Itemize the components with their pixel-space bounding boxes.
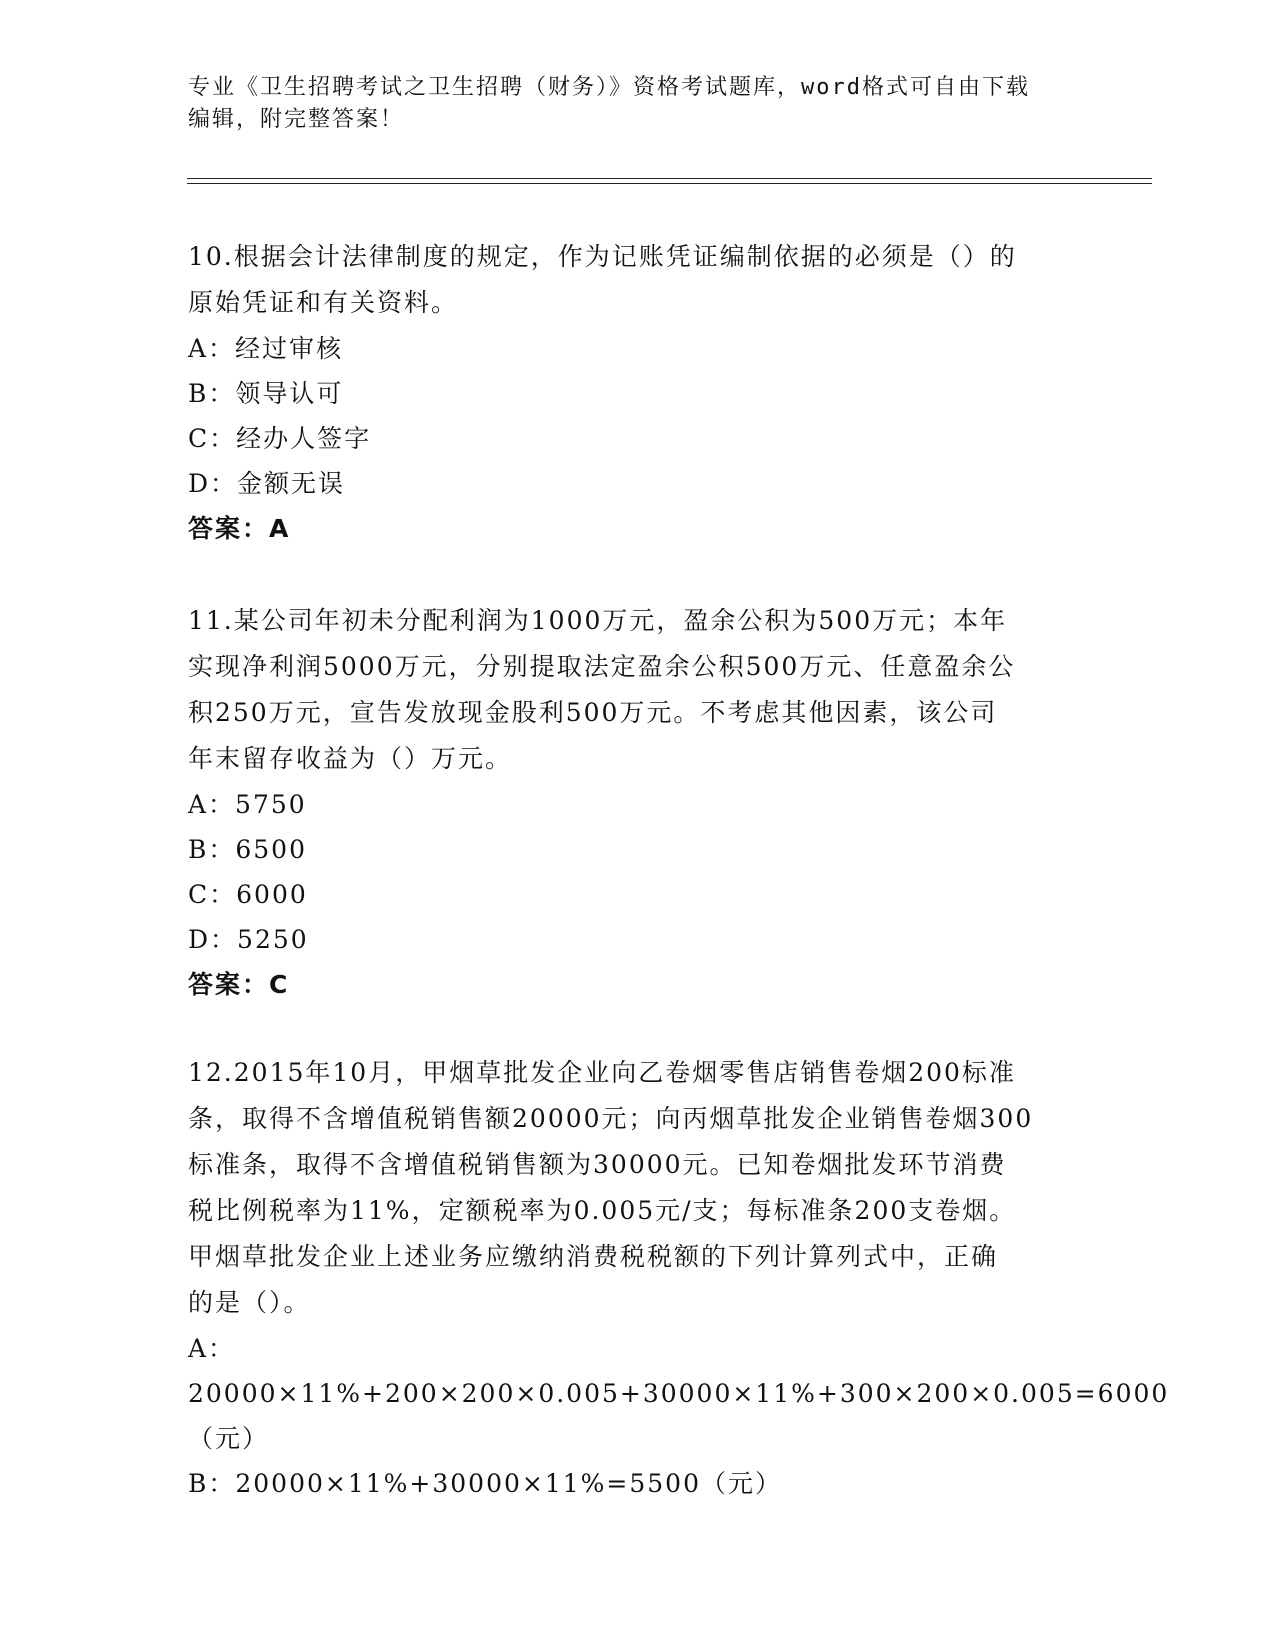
answer: 答案：A	[188, 514, 291, 543]
option-c: C：经办人签字	[188, 424, 372, 453]
question-11	[188, 598, 1078, 1008]
answer: 答案：C	[188, 970, 290, 999]
option-a: A：20000×11%+200×200×0.005+30000×11%+300×200×0.005=6000 （元）	[188, 1334, 1170, 1453]
question-text: 10.根据会计法律制度的规定，作为记账凭证编制依据的必须是（）的 原始凭证和有关资料。	[188, 242, 1017, 317]
document-header: 专业《卫生招聘考试之卫生招聘（财务）》资格考试题库，word格式可自由下载 编辑，附完整答案！	[188, 75, 1030, 132]
option-d: D：金额无误	[188, 469, 346, 498]
option-a: A：5750	[188, 790, 307, 819]
question-text: 12.2015年10月，甲烟草批发企业向乙卷烟零售店销售卷烟200标准 条，取得不含增值税销售额20000元；向丙烟草批发企业销售卷烟300 标准条，取得不含增值税销售额为30000元。已知卷烟批发环节消费 税比例税率为11%，定额税率为0.005元/支；每标准条200支卷烟。 甲烟草批发企业上述业务应缴纳消费税税额的下列计算列式中，正确 的是（）。	[188, 1058, 1034, 1317]
option-b: B：20000×11%+30000×11%=5500（元）	[188, 1469, 782, 1498]
option-b: B：领导认可	[188, 379, 344, 408]
question-text: 11.某公司年初未分配利润为1000万元，盈余公积为500万元；本年 实现净利润5000万元，分别提取法定盈余公积500万元、任意盈余公 积250万元，宣告发放现金股利500万元。不考虑其他因素，该公司 年末留存收益为（）万元。	[188, 606, 1016, 773]
question-12	[188, 1050, 1170, 1506]
header-divider-bottom	[187, 183, 1152, 184]
option-b: B：6500	[188, 835, 307, 864]
question-10	[188, 234, 1078, 552]
option-d: D：5250	[188, 925, 309, 954]
option-a: A：经过审核	[188, 334, 344, 363]
header-divider-top	[187, 178, 1152, 179]
option-c: C：6000	[188, 880, 308, 909]
